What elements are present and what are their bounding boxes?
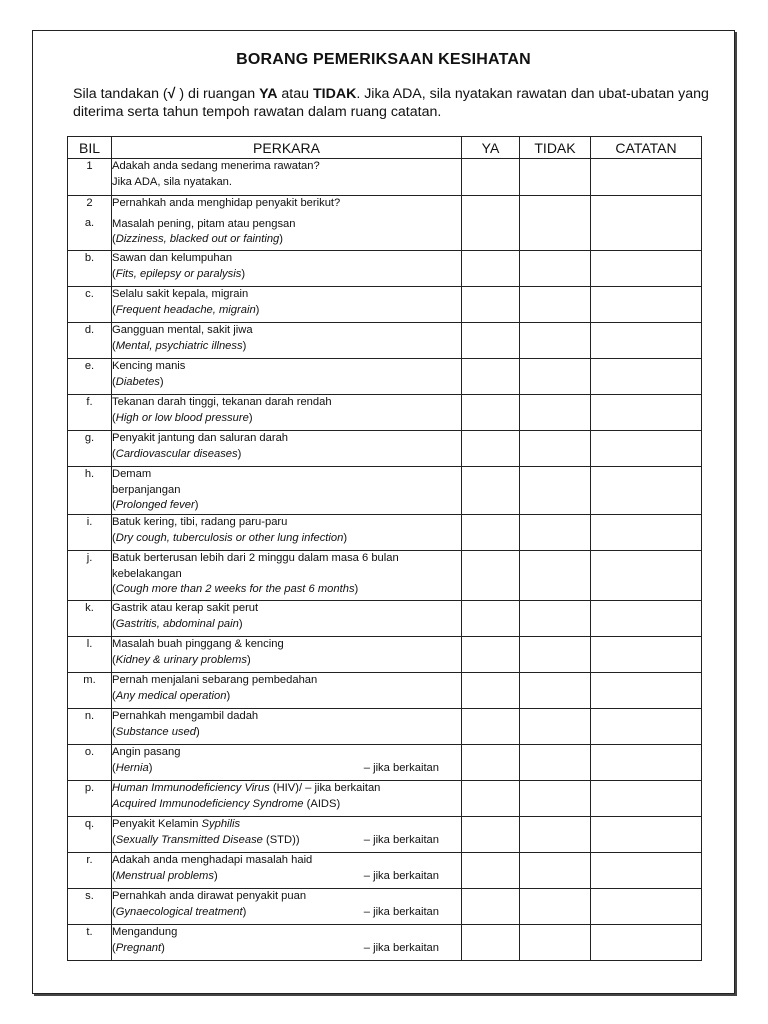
row-qualifier: – jika berkaitan [363,905,439,918]
row-text-line [112,287,461,303]
header-perkara: PERKARA [112,137,462,159]
table-row [68,673,702,709]
row-text-line [112,833,461,849]
row-text-line [112,889,461,905]
row-text: (Gastritis, abdominal pain) [112,617,243,630]
row-perkara-cell [112,889,462,925]
header-catatan: CATATAN [591,137,702,159]
ya-checkbox-cell[interactable] [462,467,520,515]
row-text: Tekanan darah tinggi, tekanan darah rendah [112,396,332,408]
row-text-line [112,498,461,514]
row-qualifier: – jika berkaitan [363,761,439,774]
catatan-note-cell[interactable] [591,251,702,287]
row-number: h. [84,468,95,480]
catatan-note-cell[interactable] [591,551,702,601]
catatan-note-cell[interactable] [591,467,702,515]
row-bil-cell [68,287,112,323]
tidak-checkbox-cell[interactable] [520,551,591,601]
row-text: (Sexually Transmitted Disease (STD)) [112,833,300,846]
row-text-line [112,725,461,741]
table-row [68,709,702,745]
row-text: (Pregnant) [112,941,165,954]
ya-checkbox-cell[interactable] [462,853,520,889]
row-bil-cell [68,467,112,515]
row-qualifier: – jika berkaitan [363,869,439,882]
row-number: i. [86,516,93,528]
row-text: Batuk kering, tibi, radang paru-paru [112,516,288,528]
row-number: t. [86,926,93,938]
row-text-line [112,175,461,191]
catatan-note-cell[interactable] [591,709,702,745]
row-perkara-cell [112,287,462,323]
row-text-line [112,567,461,583]
ya-checkbox-cell[interactable] [462,515,520,551]
row-text: Pernah menjalani sebarang pembedahan [112,674,318,686]
row-text: (Fits, epilepsy or paralysis) [112,267,246,280]
row-perkara-cell [112,515,462,551]
health-checklist-table [67,136,702,961]
row-text: (Kidney & urinary problems) [112,653,251,666]
row-bil-cell [68,853,112,889]
header-tidak: TIDAK [520,137,591,159]
row-text-line [112,483,461,499]
row-text-line [112,251,461,267]
row-text: (Gynaecological treatment) [112,905,247,918]
row-perkara-cell [112,251,462,287]
row-bil-cell [68,745,112,781]
row-text: Pernahkah anda menghidap penyakit berikut? [112,197,341,209]
row-text: Human Immunodeficiency Virus (HIV)/ – jika berkaitan [112,782,381,794]
table-row [68,359,702,395]
row-text-line [112,395,461,411]
ya-checkbox-cell[interactable] [462,817,520,853]
row-bil-cell [68,925,112,961]
tidak-checkbox-cell[interactable] [520,323,591,359]
tidak-checkbox-cell[interactable] [520,395,591,431]
row-text-line [112,232,461,248]
row-number: n. [84,710,95,722]
row-text-line [112,941,461,957]
table-row [68,196,702,251]
row-number: q. [84,818,95,830]
row-text-line [112,637,461,653]
catatan-note-cell[interactable] [591,431,702,467]
row-text: (Dry cough, tuberculosis or other lung infection) [112,531,348,544]
table-row [68,467,702,515]
row-text-line [112,653,461,669]
row-perkara-cell [112,781,462,817]
row-text: (Mental, psychiatric illness) [112,339,247,352]
catatan-note-cell[interactable] [591,817,702,853]
row-text: Pernahkah mengambil dadah [112,710,259,722]
row-perkara-cell [112,159,462,196]
row-perkara-cell [112,709,462,745]
row-text: Selalu sakit kepala, migrain [112,288,249,300]
row-perkara-cell [112,637,462,673]
row-bil-cell [68,251,112,287]
row-perkara-cell [112,395,462,431]
row-text-line [112,411,461,427]
row-number: 1 [86,160,93,172]
row-text: Adakah anda menghadapi masalah haid [112,854,313,866]
tidak-checkbox-cell[interactable] [520,515,591,551]
catatan-note-cell[interactable] [591,601,702,637]
ya-checkbox-cell[interactable] [462,781,520,817]
row-number: 2 [86,197,93,209]
row-text: (High or low blood pressure) [112,411,253,424]
tidak-checkbox-cell[interactable] [520,637,591,673]
row-text-line [112,431,461,447]
catatan-note-cell[interactable] [591,637,702,673]
row-text-line [112,531,461,547]
tidak-checkbox-cell[interactable] [520,745,591,781]
row-text-line [112,689,461,705]
form-instruction: Sila tandakan (√ ) di ruangan YA atau TIDAK. Jika ADA, sila nyatakan rawatan dan ubat-ubatan yang diterima serta tahun tempoh rawatan dalam ruang catatan. [73,86,709,120]
row-text: Batuk berterusan lebih dari 2 minggu dalam masa 6 bulan [112,552,399,564]
row-text-line [112,761,461,777]
row-bil-cell [68,323,112,359]
ya-checkbox-cell[interactable] [462,323,520,359]
row-text-line [112,617,461,633]
catatan-note-cell[interactable] [591,287,702,323]
row-bil-cell [68,196,112,251]
row-perkara-cell [112,745,462,781]
table-row [68,925,702,961]
catatan-note-cell[interactable] [591,395,702,431]
row-qualifier: – jika berkaitan [363,833,439,846]
row-text-line [112,515,461,531]
table-row [68,889,702,925]
tidak-checkbox-cell[interactable] [520,709,591,745]
ya-checkbox-cell[interactable] [462,637,520,673]
catatan-note-cell[interactable] [591,196,702,251]
table-row [68,601,702,637]
row-perkara-cell [112,925,462,961]
row-number: f. [86,396,93,408]
row-text: (Diabetes) [112,375,164,388]
row-text-line [112,551,461,567]
row-number: e. [84,360,95,372]
row-bil-cell [68,709,112,745]
tidak-checkbox-cell[interactable] [520,467,591,515]
ya-checkbox-cell[interactable] [462,709,520,745]
row-number: p. [84,782,95,794]
tidak-checkbox-cell[interactable] [520,287,591,323]
row-text: (Substance used) [112,725,200,738]
row-text-line [112,159,461,175]
row-text-line [112,853,461,869]
tidak-checkbox-cell[interactable] [520,925,591,961]
ya-checkbox-cell[interactable] [462,673,520,709]
row-text: Mengandung [112,926,178,938]
row-text: Adakah anda sedang menerima rawatan? [112,160,320,172]
row-text: (Frequent headache, migrain) [112,303,260,316]
table-row [68,637,702,673]
form-page [32,30,735,994]
row-number: a. [84,217,95,229]
row-text: Demam [112,468,152,480]
tidak-checkbox-cell[interactable] [520,889,591,925]
ya-checkbox-cell[interactable] [462,551,520,601]
row-text: (Cough more than 2 weeks for the past 6 months) [112,583,359,595]
row-number: l. [86,638,93,650]
row-bil-cell [68,395,112,431]
row-text: (Hernia) [112,761,153,774]
row-text: Masalah buah pinggang & kencing [112,638,284,650]
row-text: Gangguan mental, sakit jiwa [112,324,253,336]
row-number: s. [85,890,94,902]
row-bil-cell [68,551,112,601]
row-number: g. [84,432,95,444]
tidak-checkbox-cell[interactable] [520,159,591,196]
table-row [68,159,702,196]
catatan-note-cell[interactable] [591,359,702,395]
row-text: Jika ADA, sila nyatakan. [112,175,233,188]
table-row [68,251,702,287]
row-bil-cell [68,359,112,395]
row-text: Penyakit Kelamin Syphilis [112,818,241,830]
tidak-checkbox-cell[interactable] [520,251,591,287]
catatan-note-cell[interactable] [591,781,702,817]
table-row [68,515,702,551]
row-perkara-cell [112,853,462,889]
row-text: kebelakangan [112,567,182,580]
row-text-line [112,817,461,833]
catatan-note-cell[interactable] [591,889,702,925]
row-text: Angin pasang [112,746,181,758]
row-text-line [112,925,461,941]
row-text-line [112,359,461,375]
row-text: Masalah pening, pitam atau pengsan [112,217,296,230]
tidak-checkbox-cell[interactable] [520,359,591,395]
row-perkara-cell [112,431,462,467]
row-text: Acquired Immunodeficiency Syndrome (AIDS) [112,797,341,810]
header-ya: YA [462,137,520,159]
catatan-note-cell[interactable] [591,853,702,889]
tidak-checkbox-cell[interactable] [520,601,591,637]
row-text: (Cardiovascular diseases) [112,447,242,460]
row-number: o. [84,746,95,758]
ya-checkbox-cell[interactable] [462,431,520,467]
row-bil-cell [68,781,112,817]
row-text: Sawan dan kelumpuhan [112,252,233,264]
tidak-checkbox-cell[interactable] [520,673,591,709]
row-perkara-cell [112,359,462,395]
row-bil-cell [68,601,112,637]
ya-checkbox-cell[interactable] [462,745,520,781]
row-text: Kencing manis [112,360,186,372]
row-text-line [112,869,461,885]
row-text-line [112,601,461,617]
tidak-checkbox-cell[interactable] [520,817,591,853]
catatan-note-cell[interactable] [591,323,702,359]
row-number: d. [84,324,95,336]
row-text: (Prolonged fever) [112,499,199,511]
table-row [68,551,702,601]
row-text-line [112,303,461,319]
row-bil-cell [68,515,112,551]
table-row [68,853,702,889]
table-row [68,817,702,853]
row-text: Pernahkah anda dirawat penyakit puan [112,890,307,902]
tidak-checkbox-cell[interactable] [520,431,591,467]
row-number: k. [85,602,94,614]
catatan-note-cell[interactable] [591,515,702,551]
row-text: Gastrik atau kerap sakit perut [112,602,259,614]
row-text-line [112,267,461,283]
ya-checkbox-cell[interactable] [462,159,520,196]
row-perkara-cell [112,196,462,251]
header-bil: BIL [68,137,112,159]
row-number: b. [84,252,95,264]
catatan-note-cell[interactable] [591,925,702,961]
row-text: (Any medical operation) [112,689,231,702]
row-number: m. [83,674,96,686]
table-row [68,323,702,359]
row-bil-cell [68,817,112,853]
catatan-note-cell[interactable] [591,673,702,709]
table-row [68,431,702,467]
row-perkara-cell [112,673,462,709]
row-bil-cell [68,431,112,467]
row-text-line [112,196,461,212]
table-body [68,159,702,961]
table-row [68,395,702,431]
row-text: (Dizziness, blacked out or fainting) [112,233,284,245]
form-title: BORANG PEMERIKSAAN KESIHATAN [236,51,531,68]
row-perkara-cell [112,817,462,853]
ya-checkbox-cell[interactable] [462,251,520,287]
tidak-checkbox-cell[interactable] [520,196,591,251]
row-text-line [112,217,461,233]
catatan-note-cell[interactable] [591,159,702,196]
row-bil-cell [68,637,112,673]
row-qualifier: – jika berkaitan [363,941,439,954]
row-text-line [112,781,461,797]
table-header-row [68,137,702,159]
row-text-line [112,745,461,761]
row-text-line [112,447,461,463]
row-text: Penyakit jantung dan saluran darah [112,432,289,444]
ya-checkbox-cell[interactable] [462,601,520,637]
ya-checkbox-cell[interactable] [462,287,520,323]
row-bil-cell [68,159,112,196]
tidak-checkbox-cell[interactable] [520,781,591,817]
row-bil-cell [68,673,112,709]
row-text-line [112,339,461,355]
table-row [68,745,702,781]
row-perkara-cell [112,323,462,359]
row-perkara-cell [112,601,462,637]
row-number: r. [86,854,93,866]
ya-checkbox-cell[interactable] [462,359,520,395]
table-row [68,287,702,323]
row-text-line [112,709,461,725]
row-perkara-cell [112,467,462,515]
ya-checkbox-cell[interactable] [462,196,520,251]
row-text: berpanjangan [112,483,181,496]
row-text-line [112,673,461,689]
ya-checkbox-cell[interactable] [462,889,520,925]
row-text-line [112,375,461,391]
catatan-note-cell[interactable] [591,745,702,781]
row-number: c. [85,288,94,300]
table-row [68,781,702,817]
row-text-line [112,323,461,339]
row-number: j. [86,552,93,564]
row-bil-cell [68,889,112,925]
row-perkara-cell [112,551,462,601]
row-text-line [112,905,461,921]
ya-checkbox-cell[interactable] [462,925,520,961]
row-text-line [112,467,461,483]
row-text-line [112,797,461,813]
row-text: (Menstrual problems) [112,869,218,882]
ya-checkbox-cell[interactable] [462,395,520,431]
row-text-line [112,582,461,598]
tidak-checkbox-cell[interactable] [520,853,591,889]
